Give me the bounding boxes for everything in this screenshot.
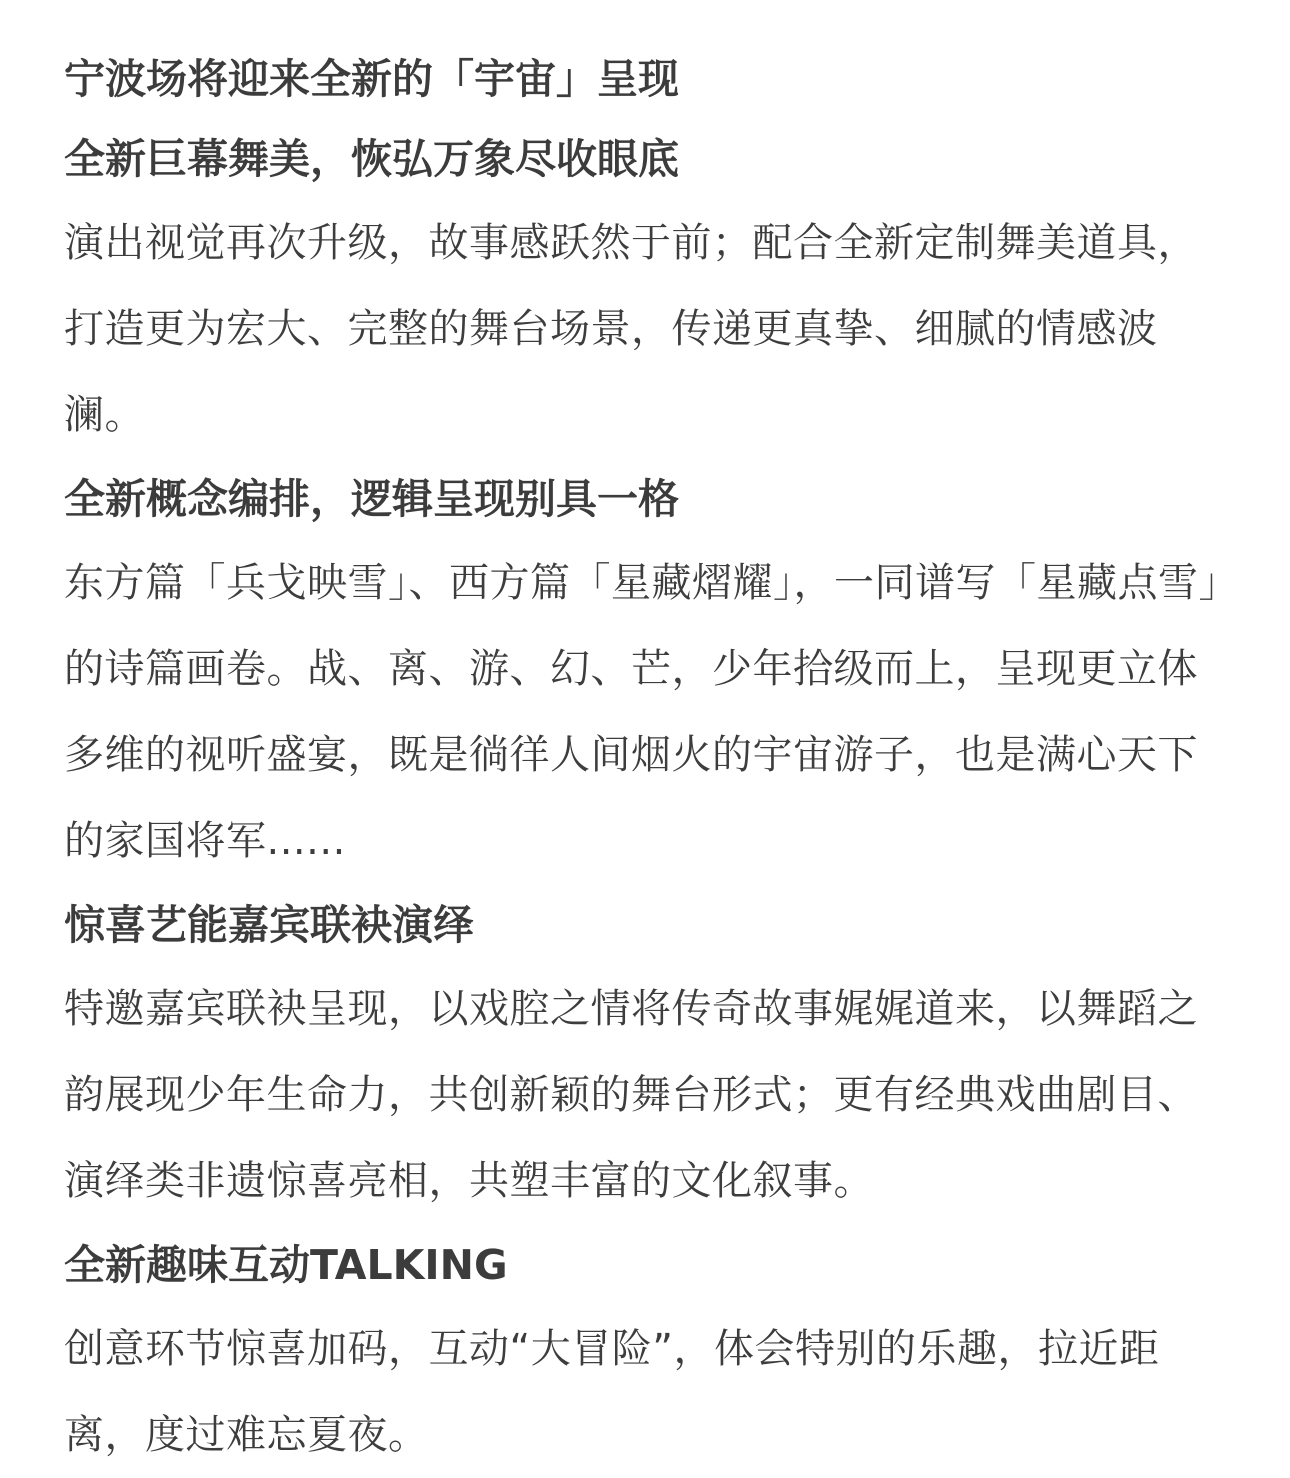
highlight-mark: 全新概念编排，逻辑呈现别具一格 [64,458,679,540]
section-body-talking: 创意环节惊喜加码，互动“大冒险”，体会特别的乐趣，拉近距离，度过难忘夏夜。 [64,1326,1160,1458]
section-heading-concept [64,458,1229,540]
highlight-mark: 惊喜艺能嘉宾联袂演绎 [64,884,474,966]
section-heading-stage-design [64,118,1229,200]
highlight-mark: 全新趣味互动TALKING [64,1224,508,1306]
article [64,40,1229,1478]
section-heading-talking [64,1224,1229,1306]
section-body-stage-design: 演出视觉再次升级，故事感跃然于前；配合全新定制舞美道具，打造更为宏大、完整的舞台场景，传递更真挚、细腻的情感波澜。 [64,220,1198,438]
section-body-guests: 特邀嘉宾联袂呈现，以戏腔之情将传奇故事娓娓道来，以舞蹈之韵展现少年生命力，共创新颖的舞台形式；更有经典戏曲剧目、演绎类非遗惊喜亮相，共塑丰富的文化叙事。 [64,986,1198,1204]
section-body-concept: 东方篇「兵戈映雪」、西方篇「星藏熠耀」，一同谱写「星藏点雪」的诗篇画卷。战、离、游、幻、芒，少年拾级而上，呈现更立体多维的视听盛宴，既是徜徉人间烟火的宇宙游子，也是满心天下的家国将军...... [64,560,1219,864]
highlight-mark: 全新巨幕舞美，恢弘万象尽收眼底 [64,118,679,200]
section-heading-guests [64,884,1229,966]
article-lead: 宁波场将迎来全新的「宇宙」呈现 [64,55,679,103]
